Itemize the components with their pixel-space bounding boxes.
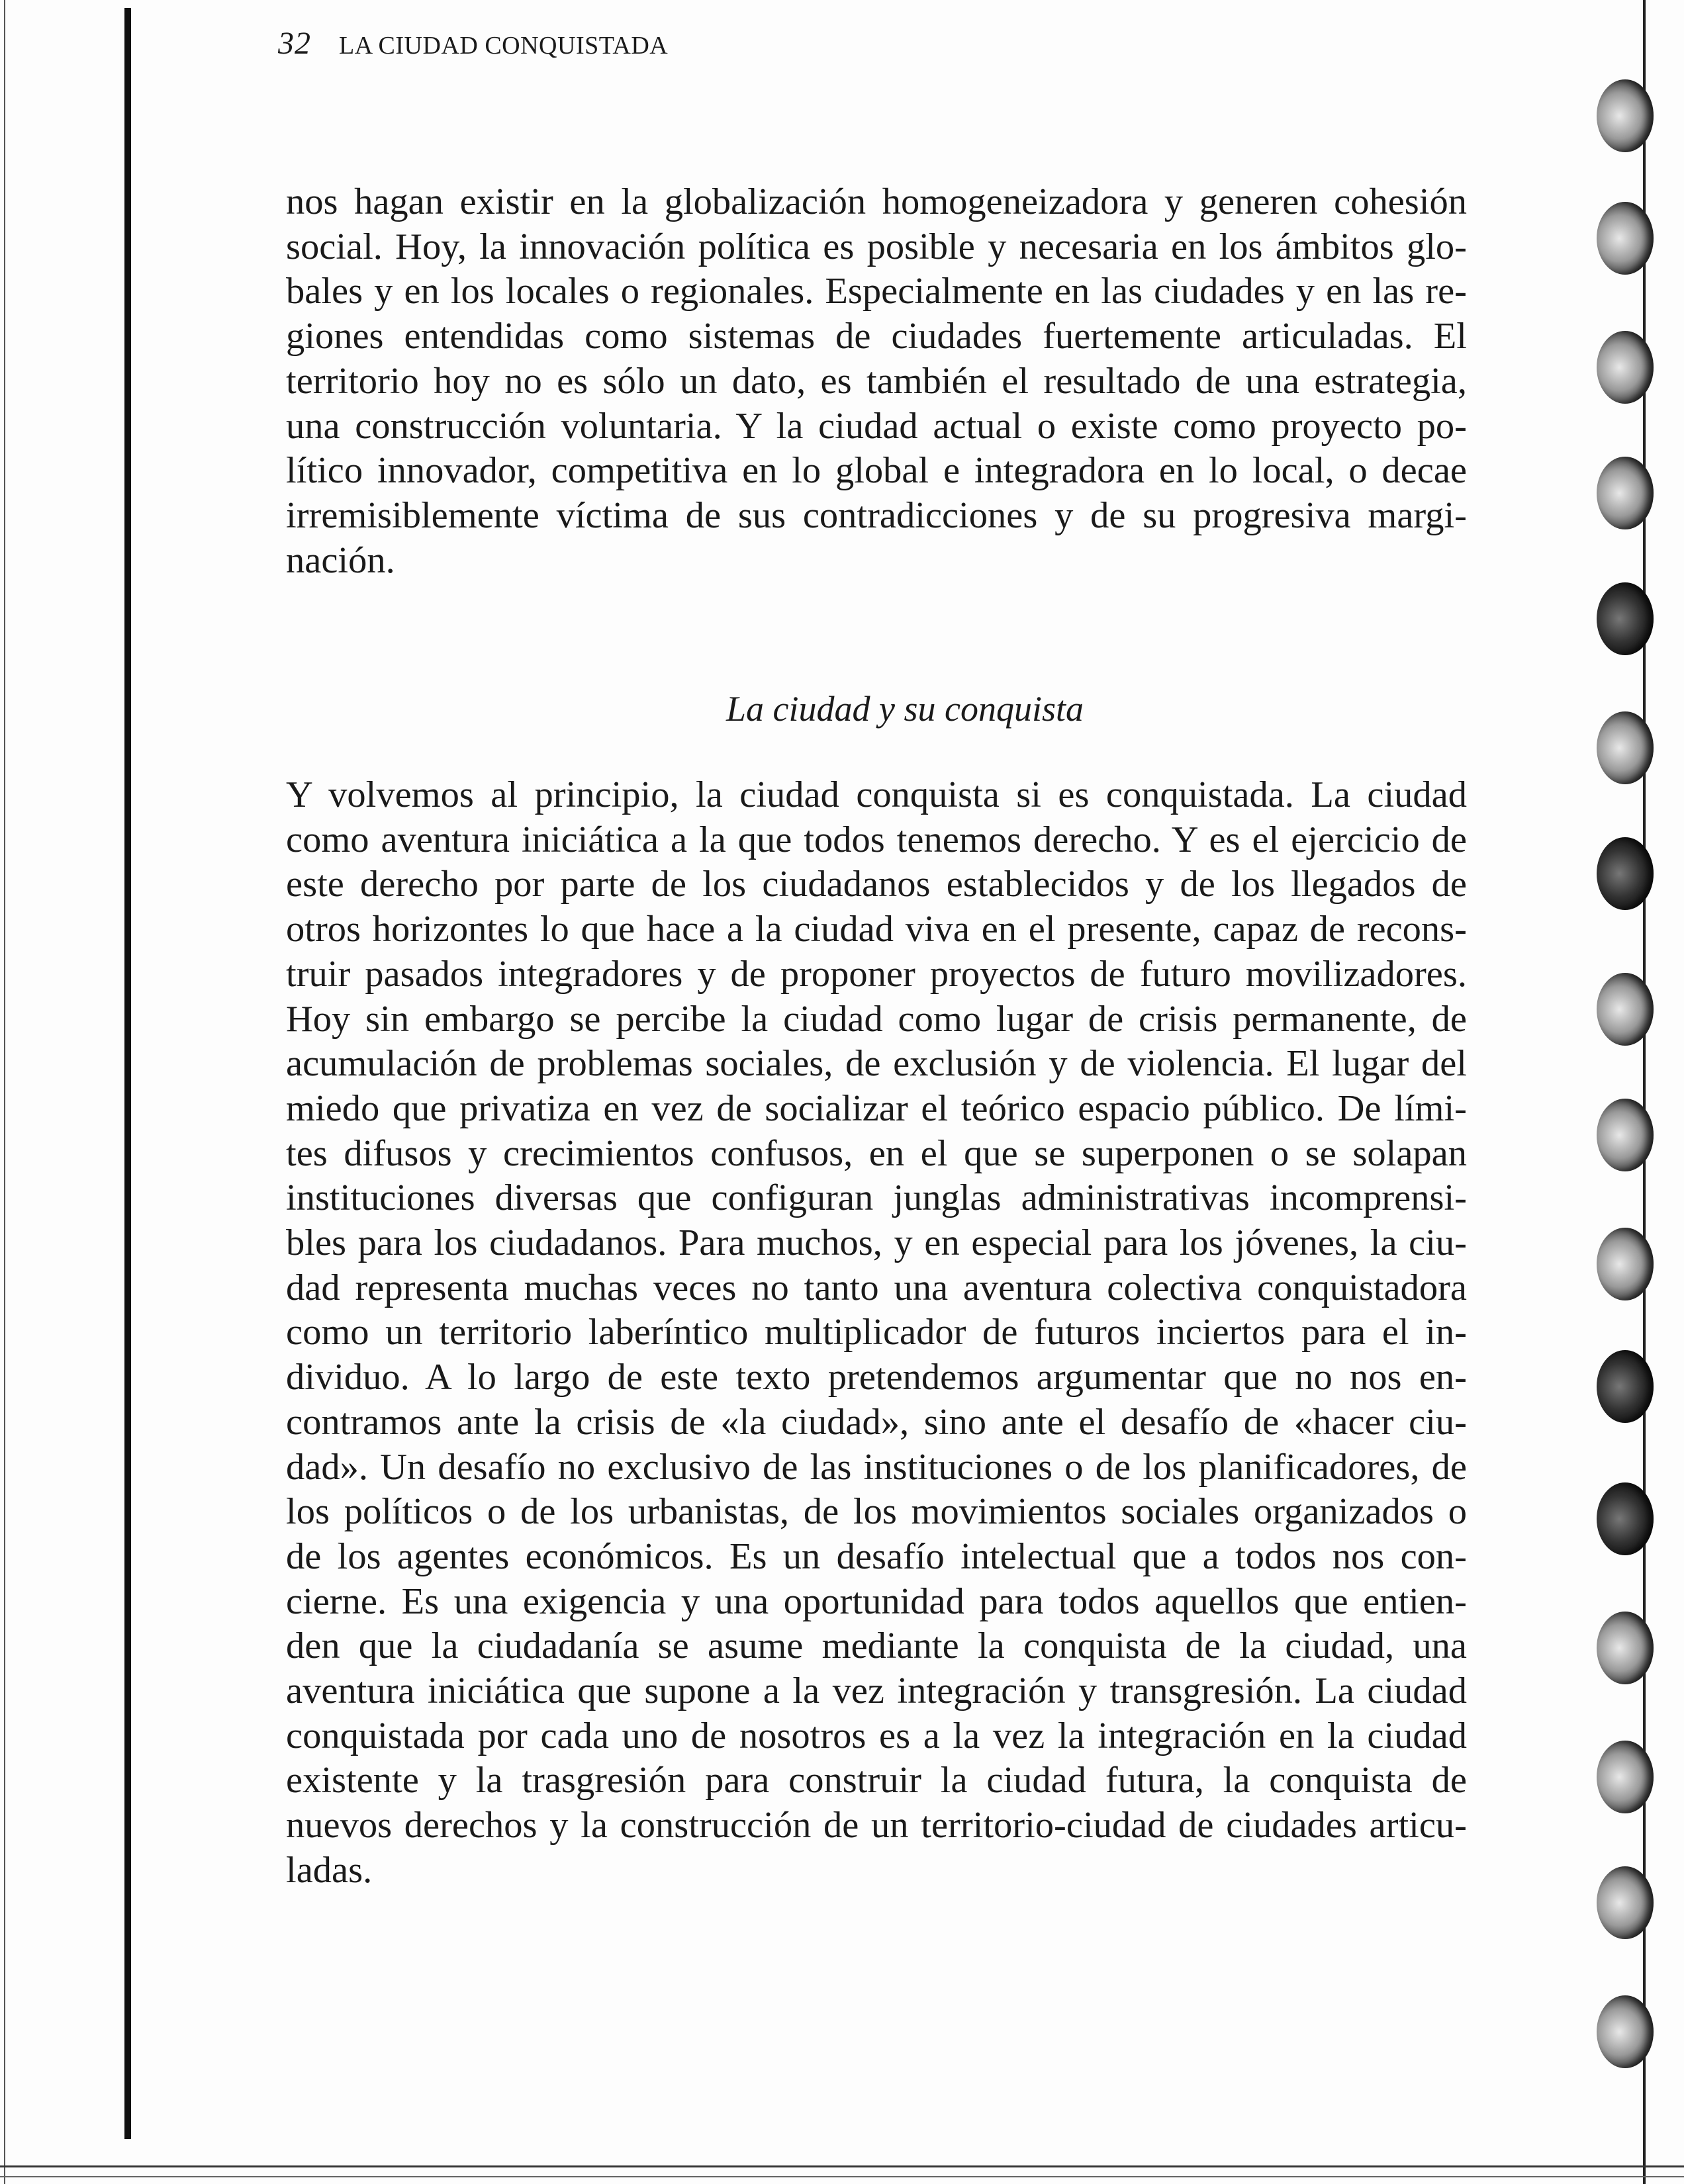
text-line: den que la ciudadanía se asume mediante la conquista de la ciudad, una	[286, 1625, 1467, 1667]
running-head	[278, 25, 668, 62]
spiral-ring	[1597, 837, 1654, 910]
spiral-ring	[1597, 1612, 1654, 1684]
text-line: los políticos o de los urbanistas, de los movimientos sociales organizados o	[286, 1491, 1467, 1533]
binding-shadow	[124, 8, 131, 2139]
spiral-ring	[1597, 1350, 1654, 1423]
bottom-edge-line	[0, 2165, 1684, 2167]
text-line: dividuo. A lo largo de este texto pretendemos argumentar que no nos en-	[286, 1357, 1467, 1398]
text-line: como aventura iniciática a la que todos tenemos derecho. Y es el ejercicio de	[286, 819, 1467, 860]
text-line: contramos ante la crisis de «la ciudad», sino ante el desafío de «hacer ciu-	[286, 1401, 1467, 1443]
text-line: dad representa muchas veces no tanto una aventura colectiva conquistadora	[286, 1267, 1467, 1308]
section-heading: La ciudad y su conquista	[726, 689, 1084, 729]
spiral-ring	[1597, 331, 1654, 404]
text-line: este derecho por parte de los ciudadanos establecidos y de los llegados de	[286, 864, 1467, 905]
spiral-ring	[1597, 582, 1654, 655]
text-line: Hoy sin embargo se percibe la ciudad como lugar de crisis permanente, de	[286, 998, 1467, 1040]
text-line: bles para los ciudadanos. Para muchos, y en especial para los jóvenes, la ciu-	[286, 1222, 1467, 1264]
text-line: ladas.	[286, 1849, 373, 1891]
spiral-ring	[1597, 1099, 1654, 1171]
spiral-ring	[1597, 457, 1654, 529]
spiral-ring	[1597, 202, 1654, 275]
text-line: social. Hoy, la innovación política es posible y necesaria en los ámbitos glo-	[286, 226, 1467, 267]
text-line: bales y en los locales o regionales. Especialmente en las ciudades y en las re-	[286, 271, 1467, 312]
text-line: nación.	[286, 539, 395, 581]
text-line: nos hagan existir en la globalización homogeneizadora y generen cohesión	[286, 181, 1467, 222]
spiral-ring	[1597, 1866, 1654, 1939]
text-line: una construcción voluntaria. Y la ciudad actual o existe como proyecto po-	[286, 405, 1467, 447]
page-number: 32	[278, 26, 311, 61]
text-line: giones entendidas como sistemas de ciudades fuertemente articuladas. El	[286, 316, 1467, 357]
text-line: tes difusos y crecimientos confusos, en el que se superponen o se solapan	[286, 1132, 1467, 1174]
text-line: miedo que privatiza en vez de socializar el teórico espacio público. De lími-	[286, 1087, 1467, 1129]
text-line: truir pasados integradores y de proponer proyectos de futuro movilizadores.	[286, 953, 1467, 995]
text-line: Y volvemos al principio, la ciudad conquista si es conquistada. La ciudad	[286, 774, 1467, 815]
text-line: territorio hoy no es sólo un dato, es también el resultado de una estrategia,	[286, 360, 1467, 402]
paragraph-2	[286, 773, 1467, 1893]
text-line: otros horizontes lo que hace a la ciudad viva en el presente, capaz de recons-	[286, 909, 1467, 950]
text-line: irremisiblemente víctima de sus contradicciones y de su progresiva margi-	[286, 494, 1467, 536]
bottom-edge-line	[0, 2176, 1684, 2177]
spiral-ring	[1597, 1995, 1654, 2068]
text-line: dad». Un desafío no exclusivo de las instituciones o de los planificadores, de	[286, 1446, 1467, 1488]
spiral-ring	[1597, 79, 1654, 152]
running-title: LA CIUDAD CONQUISTADA	[339, 32, 669, 60]
page-edge-line	[4, 0, 5, 2184]
text-line: como un territorio laberíntico multiplicador de futuros inciertos para el in-	[286, 1312, 1467, 1353]
text-line: acumulación de problemas sociales, de exclusión y de violencia. El lugar del	[286, 1043, 1467, 1085]
text-line: conquistada por cada uno de nosotros es a la vez la integración en la ciudad	[286, 1715, 1467, 1756]
spiral-binding-spine	[1643, 0, 1646, 2184]
text-line: nuevos derechos y la construcción de un territorio-ciudad de ciudades articu-	[286, 1805, 1467, 1846]
spiral-ring	[1597, 1741, 1654, 1813]
text-line: cierne. Es una exigencia y una oportunidad para todos aquellos que entien-	[286, 1580, 1467, 1622]
spiral-ring	[1597, 1482, 1654, 1555]
spiral-ring	[1597, 973, 1654, 1046]
text-line: existente y la trasgresión para construir la ciudad futura, la conquista de	[286, 1760, 1467, 1801]
text-line: lítico innovador, competitiva en lo global e integradora en lo local, o decae	[286, 450, 1467, 492]
text-line: instituciones diversas que configuran junglas administrativas incomprensi-	[286, 1177, 1467, 1219]
paragraph-1	[286, 180, 1467, 583]
text-line: de los agentes económicos. Es un desafío intelectual que a todos nos con-	[286, 1535, 1467, 1577]
text-line: aventura iniciática que supone a la vez integración y transgresión. La ciudad	[286, 1670, 1467, 1712]
spiral-ring	[1597, 1228, 1654, 1300]
